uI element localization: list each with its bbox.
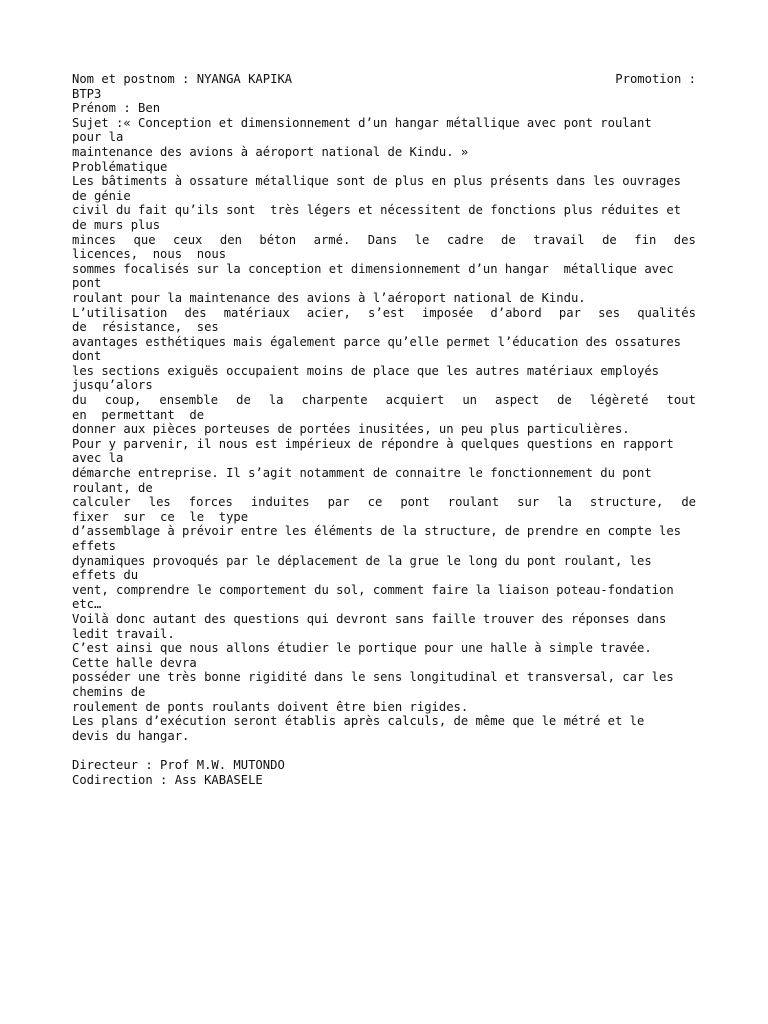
word: coup,	[104, 393, 142, 408]
word: légèreté	[589, 393, 649, 408]
text-line: etc…	[72, 597, 102, 612]
word: de	[681, 495, 696, 510]
word: sur	[517, 495, 540, 510]
text-line: avec la	[72, 451, 124, 466]
text-line: Cette halle devra	[72, 655, 197, 670]
text-line	[72, 393, 696, 408]
word: ce	[367, 495, 383, 510]
text-line: Voilà donc autant des questions qui devront sans faille trouver des réponses dans	[72, 611, 667, 626]
word: les	[148, 495, 171, 510]
word: du	[72, 393, 87, 408]
word: ensemble	[159, 393, 219, 408]
text-line	[72, 306, 696, 321]
text-line: fixer sur ce le type	[72, 509, 249, 524]
text-line	[72, 233, 696, 248]
student-firstname: Prénom : Ben	[72, 101, 161, 116]
word: induites	[250, 495, 310, 510]
word: s’est	[368, 305, 405, 320]
text-line: roulant pour la maintenance des avions à l’aéroport national de Kindu.	[72, 290, 586, 305]
text-line: civil du fait qu’ils sont très légers et nécessitent de fonctions plus réduites et	[72, 203, 682, 218]
spacer	[72, 743, 696, 758]
text-line: sommes focalisés sur la conception et dimensionnement d’un hangar métallique avec	[72, 261, 674, 276]
promotion-value: BTP3	[72, 86, 102, 101]
student-name: Nom et postnom : NYANGA KAPIKA	[72, 72, 293, 86]
text-line: Les plans d’exécution seront établis après calculs, de même que le métré et le	[72, 714, 645, 729]
word: pont	[400, 495, 430, 510]
word: aspect	[495, 393, 540, 408]
word: des	[673, 232, 696, 247]
word: la	[268, 393, 284, 408]
text-line	[72, 495, 696, 510]
word: roulant	[447, 495, 500, 510]
text-line: les sections exiguës occupaient moins de place que les autres matériaux employés	[72, 363, 659, 378]
subject-line-1: Sujet :« Conception et dimensionnement d’un hangar métallique avec pont roulant	[72, 115, 652, 130]
word: que	[133, 232, 156, 247]
word: des	[184, 305, 207, 320]
text-line: en permettant de	[72, 407, 205, 422]
word: charpente	[301, 393, 368, 408]
name-promotion-line	[72, 72, 696, 87]
codirection-line: Codirection : Ass KABASELE	[72, 772, 263, 787]
word: par	[558, 305, 581, 320]
text-line: pont	[72, 276, 102, 291]
subject-line-2: pour la	[72, 130, 124, 145]
word: le	[414, 232, 430, 247]
text-line: Pour y parvenir, il nous est impérieux de répondre à quelques questions en rapport	[72, 436, 674, 451]
word: la	[557, 495, 572, 510]
word: L’utilisation	[72, 305, 168, 320]
word: armé.	[313, 232, 351, 247]
word: béton	[259, 232, 297, 247]
word: acier,	[306, 305, 351, 320]
text-line: d’assemblage à prévoir entre les éléments de la structure, de prendre en compte les	[72, 524, 682, 539]
problematique-body	[72, 174, 696, 743]
word: Dans	[367, 232, 398, 247]
text-line: de génie	[72, 188, 131, 203]
word: forces	[188, 495, 233, 510]
word: minces	[72, 232, 117, 247]
text-line: jusqu’alors	[72, 378, 153, 393]
word: acquiert	[385, 393, 445, 408]
text-line: licences, nous nous	[72, 247, 227, 262]
word: cadre	[446, 232, 484, 247]
text-line: Les bâtiments à ossature métallique sont de plus en plus présents dans les ouvrages	[72, 174, 682, 189]
text-line: de résistance, ses	[72, 320, 219, 335]
text-line: donner aux pièces porteuses de portées inusitées, un peu plus particulières.	[72, 422, 630, 437]
word: d’abord	[490, 305, 542, 320]
word: tout	[666, 393, 696, 408]
text-line: vent, comprendre le comportement du sol, comment faire la liaison poteau-fondation	[72, 582, 674, 597]
text-line: devis du hangar.	[72, 728, 190, 743]
text-line: dont	[72, 349, 102, 364]
word: de	[557, 393, 572, 408]
section-heading: Problématique	[72, 159, 168, 174]
word: calculer	[72, 495, 131, 510]
word: imposée	[421, 305, 474, 320]
text-line: chemins de	[72, 684, 146, 699]
word: un	[462, 393, 477, 408]
text-line: ledit travail.	[72, 626, 175, 641]
text-line: effets	[72, 539, 117, 553]
text-line: de murs plus	[72, 217, 161, 232]
word: par	[327, 495, 350, 510]
word: de	[602, 232, 617, 247]
text-line: avantages esthétiques mais également parce qu’elle permet l’éducation des ossatures	[72, 334, 682, 349]
word: matériaux	[223, 305, 290, 320]
word: ses	[598, 305, 621, 320]
word: ceux	[173, 232, 203, 247]
word: de	[501, 232, 516, 247]
word: den	[219, 232, 242, 247]
promotion-label: Promotion :	[615, 72, 696, 86]
text-line: roulant, de	[72, 480, 153, 495]
director-line: Directeur : Prof M.W. MUTONDO	[72, 757, 285, 772]
text-line: démarche entreprise. Il s’agit notamment de connaitre le fonctionnement du pont	[72, 466, 652, 481]
text-line: posséder une très bonne rigidité dans le sens longitudinal et transversal, car les	[72, 670, 674, 685]
word: qualités	[637, 305, 696, 320]
text-line: dynamiques provoqués par le déplacement de la grue le long du pont roulant, les	[72, 553, 652, 568]
text-line: roulement de ponts roulants doivent être bien rigides.	[72, 699, 469, 714]
word: travail	[533, 232, 585, 247]
text-line: C’est ainsi que nous allons étudier le portique pour une halle à simple travée.	[72, 641, 652, 656]
word: fin	[634, 232, 657, 247]
subject-line-3: maintenance des avions à aéroport national de Kindu. »	[72, 144, 469, 159]
word: structure,	[589, 495, 664, 510]
document-page	[72, 72, 696, 787]
word: de	[236, 393, 251, 408]
text-line: effets du	[72, 568, 139, 583]
